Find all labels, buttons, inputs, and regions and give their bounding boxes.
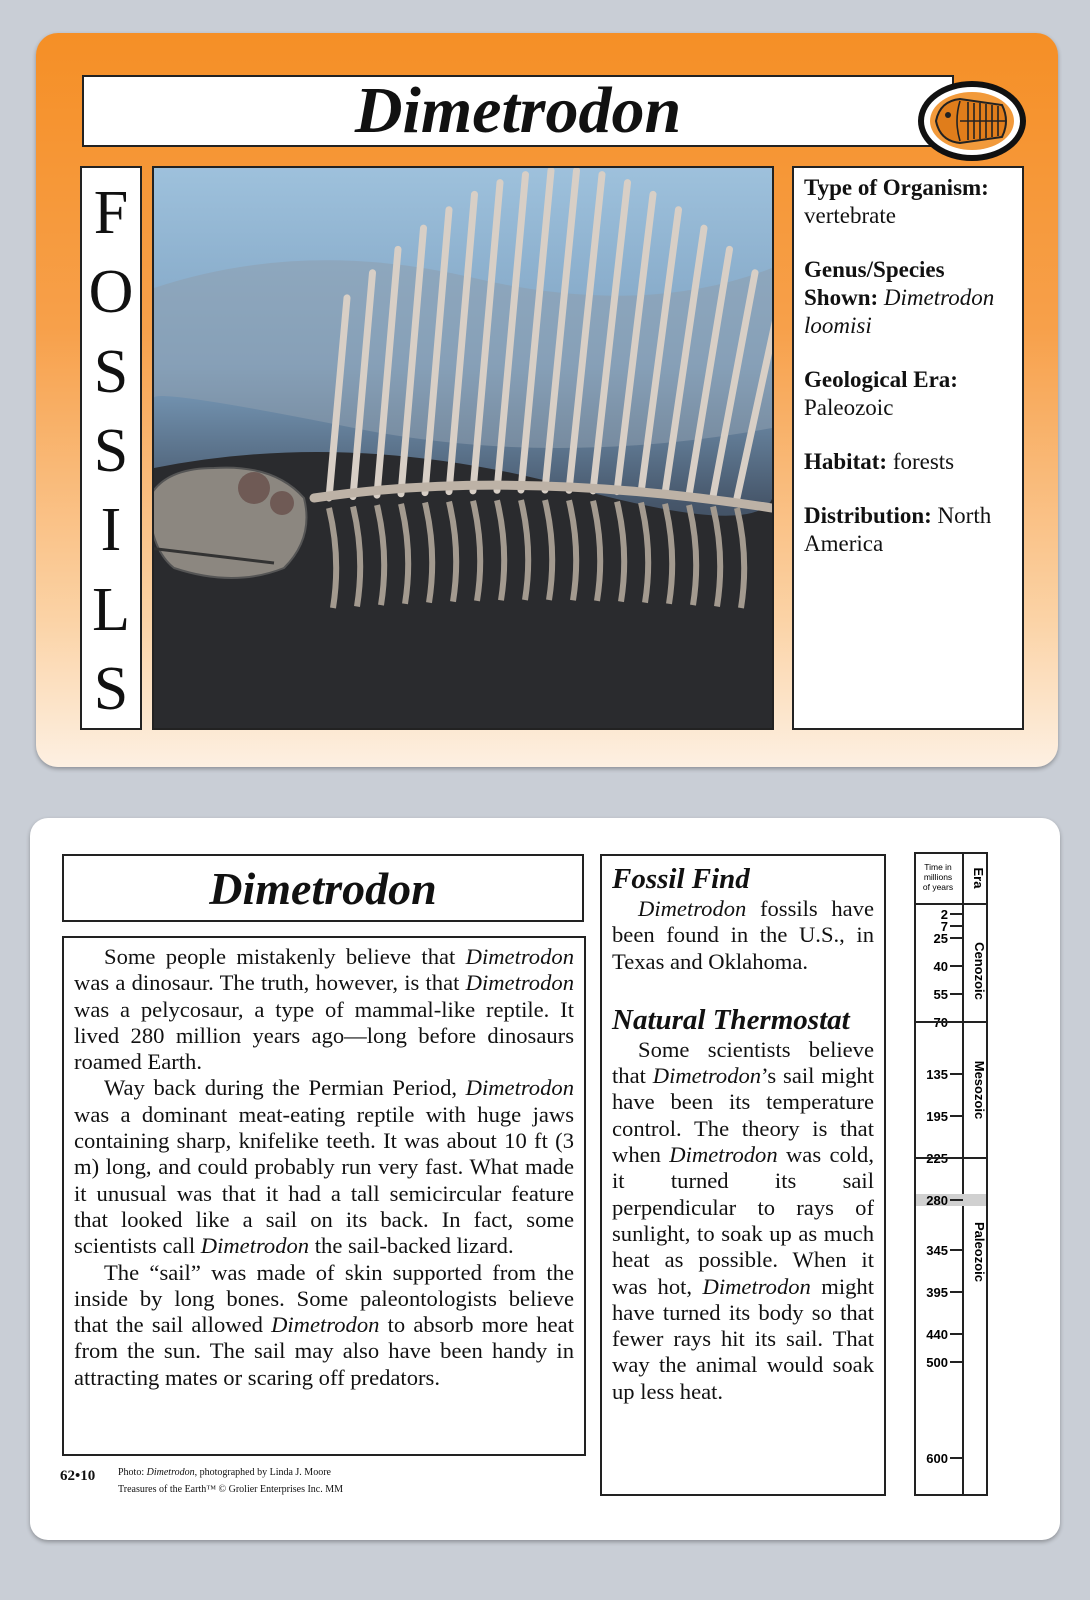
copyright: Treasures of the Earth™ © Grolier Enterprises Inc. MM — [118, 1484, 344, 1495]
timeline-tick-label: 70 — [933, 1015, 948, 1030]
timeline-tick-label: 195 — [926, 1109, 948, 1124]
category-letter: F — [93, 179, 129, 247]
timeline-tick-label: 40 — [933, 959, 948, 974]
fact-organism: Type of Organism: vertebrate — [804, 175, 989, 228]
geologic-timeline — [914, 852, 988, 1496]
timeline-header-time: Time in millions of years — [922, 862, 954, 892]
timeline-tick-label: 600 — [926, 1451, 948, 1466]
category-letter: S — [93, 416, 129, 485]
section-text: Some scientists believe that Dimetrodon’s sail might have been its temperature control. The theory is that when Dimetrodon was cold, it turned its sail perpendicular to rays of sunlight, to soak up as much heat as possible. When it was hot, Dimetrodon might have turned its body so that fewer rays hit its sail. That way the animal would soak up less heat. — [612, 1036, 875, 1404]
timeline-tick-label: 55 — [933, 987, 948, 1002]
timeline-era-label: Cenozoic — [972, 942, 987, 1000]
fact-distribution: Distribution: North America — [804, 503, 992, 556]
paragraph: The “sail” was made of skin supported from the inside by long bones. Some paleontologists believe that the sail allowed Dimetrodon to absorb more heat from the sun. The sail may also have been handy in attracting mates or scaring off predators. — [74, 1259, 574, 1390]
back-card — [30, 818, 1060, 1540]
section-heading: Natural Thermostat — [612, 1003, 850, 1036]
timeline-header-era: Era — [971, 867, 986, 889]
timeline-tick-label: 500 — [926, 1355, 948, 1370]
dimetrodon-photo — [152, 166, 774, 730]
fact-era: Geological Era: Paleozoic — [804, 367, 958, 420]
section-text: Dimetrodon fossils have been found in the U.S., in Texas and Oklahoma. — [612, 896, 874, 974]
card-number: 62•10 — [60, 1468, 96, 1484]
category-letter: S — [93, 337, 129, 406]
fact-genus: Genus/Species Shown: Dimetrodon loomisi — [804, 257, 995, 338]
timeline-tick-label: 440 — [926, 1327, 948, 1342]
timeline-tick-label: 345 — [926, 1243, 948, 1258]
back-title: Dimetrodon — [62, 854, 584, 922]
paragraph: Some people mistakenly believe that Dimetrodon was a dinosaur. The truth, however, is that Dimetrodon was a pelycosaur, a type of mammal-like reptile. It lived 280 million years ago—long before dinosaurs roamed Earth. — [74, 944, 574, 1075]
timeline-tick-label: 225 — [926, 1151, 948, 1166]
timeline-era-label: Paleozoic — [972, 1222, 987, 1282]
front-card — [36, 33, 1058, 767]
paragraph: Way back during the Permian Period, Dimetrodon was a dominant meat-eating reptile with huge jaws containing sharp, knifelike teeth. It was about 10 ft (3 m) long, and could probably run very fast. What made it unusual was that it had a tall semicircular feature that looked like a sail on its back. In fact, some scientists call Dimetrodon the sail-backed lizard. — [74, 1075, 574, 1259]
main-text — [62, 936, 586, 1456]
timeline-era-label: Mesozoic — [972, 1060, 987, 1120]
category-letter: L — [92, 575, 130, 644]
front-title: Dimetrodon — [82, 75, 954, 147]
trilobite-icon — [910, 75, 1028, 163]
credits — [118, 1464, 343, 1498]
fact-habitat: Habitat: forests — [804, 449, 955, 474]
timeline-tick-label: 395 — [926, 1285, 948, 1300]
section-heading: Fossil Find — [612, 863, 750, 895]
category-letter: S — [93, 654, 129, 723]
category-letter: O — [88, 258, 134, 327]
timeline-tick-label: 280 — [926, 1193, 948, 1208]
timeline-tick-label: 25 — [933, 931, 948, 946]
facts-panel — [792, 166, 1024, 730]
side-box — [600, 854, 886, 1496]
category-letter: I — [100, 496, 122, 565]
photo-credit: Photo: Dimetrodon, photographed by Linda J. Moore — [118, 1467, 331, 1478]
timeline-tick-label: 135 — [926, 1067, 948, 1082]
timeline-tick-label: 7 — [940, 919, 948, 934]
category-label — [80, 166, 142, 730]
timeline-tick-label: 2 — [940, 907, 948, 922]
